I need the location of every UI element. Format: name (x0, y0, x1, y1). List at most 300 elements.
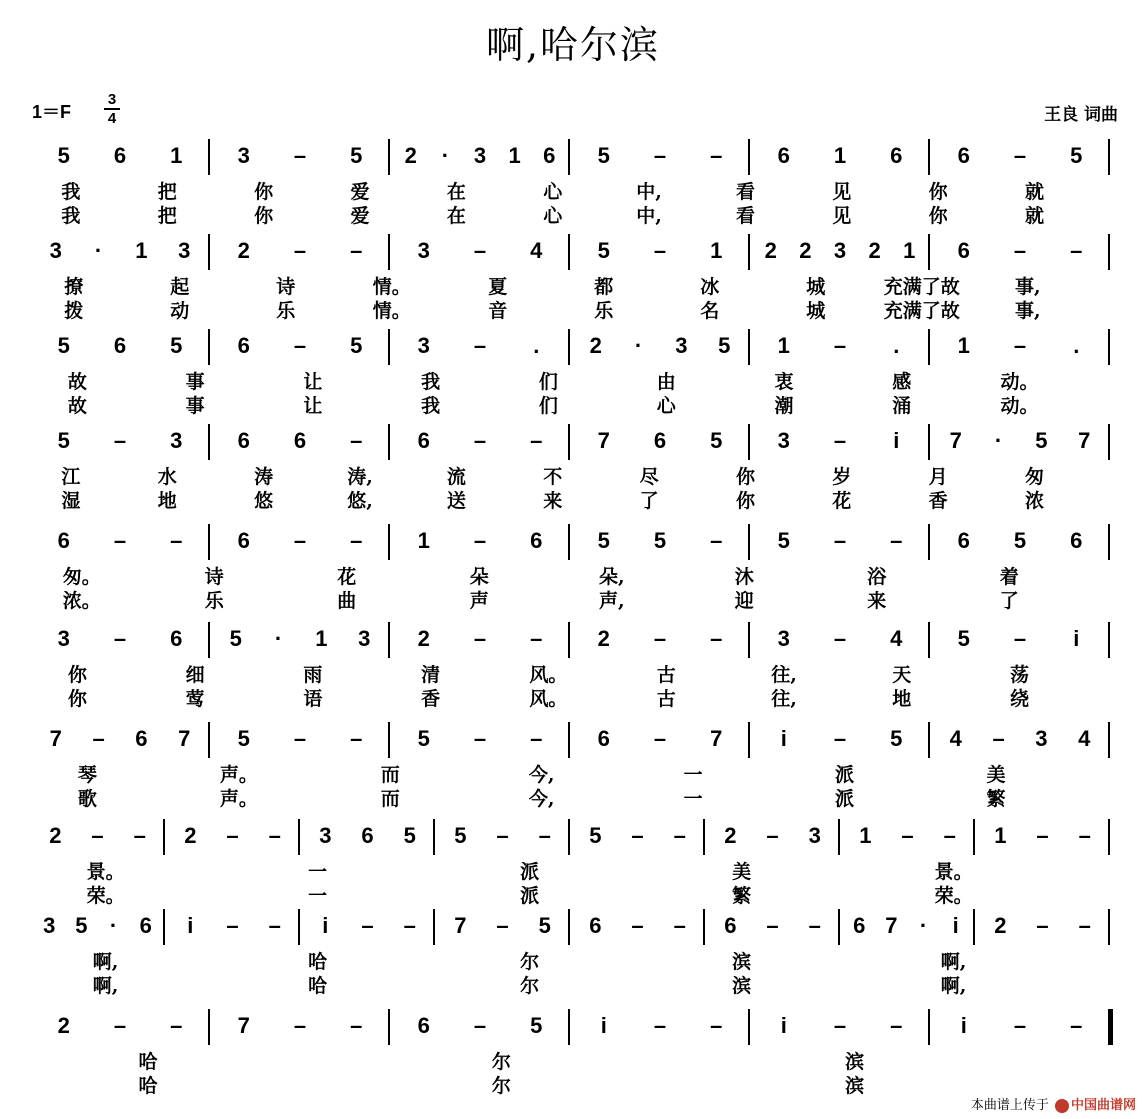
note: – (833, 333, 847, 358)
key-signature: 1＝F (32, 102, 72, 122)
lyric-syllable: 名 (700, 300, 720, 322)
lyric-syllable: 水 (157, 466, 177, 488)
lyric-syllable: 我 (421, 395, 441, 417)
lyric-syllable: 而 (380, 764, 400, 786)
barline (568, 1009, 570, 1045)
barline (568, 524, 570, 560)
lyric-syllable: 风。 (529, 688, 568, 710)
note: 6 (113, 143, 127, 168)
lyric-line-1 (30, 462, 1115, 486)
lyric-syllable: 情。 (372, 276, 411, 298)
lyric-syllable: 让 (303, 395, 323, 417)
lyric-syllable: 让 (303, 371, 323, 393)
barline (1108, 622, 1110, 658)
lyric-syllable: 你 (928, 181, 948, 203)
note: . (533, 333, 540, 358)
note: – (170, 1013, 183, 1038)
footer-site: 中国曲谱网 (1070, 1098, 1136, 1113)
note: – (473, 1013, 487, 1038)
note: 6 (113, 333, 127, 358)
lyric-syllable: 语 (303, 688, 323, 710)
barline (208, 524, 210, 560)
note: – (473, 726, 487, 751)
note: 3 (417, 238, 430, 263)
lyric-line-1 (30, 177, 1115, 201)
barline (433, 909, 435, 945)
note: 3 (43, 913, 56, 938)
barline (928, 524, 930, 560)
lyric-syllable: 花 (832, 490, 852, 512)
lyric-syllable: 尔 (491, 1075, 511, 1097)
lyric-syllable: 流 (446, 466, 466, 488)
note: – (113, 626, 127, 651)
note: – (473, 428, 487, 453)
lyric-syllable: 匆。 (62, 566, 101, 588)
lyric-syllable: 今, (528, 788, 555, 810)
lyric-syllable: 啊, (940, 975, 967, 997)
note: 6 (361, 823, 374, 848)
note: 3 (49, 238, 62, 263)
lyric-syllable: 见 (832, 205, 852, 227)
note: – (1013, 238, 1027, 263)
note: – (473, 528, 487, 553)
lyric-syllable: 迎 (734, 590, 754, 612)
footer-prefix: 本曲谱上传于 (970, 1098, 1049, 1113)
lyric-syllable: 事 (185, 395, 205, 417)
lyric-syllable: 心 (543, 205, 563, 227)
barline (928, 329, 930, 365)
note: 1 (833, 143, 847, 168)
lyric-syllable: 尔 (520, 951, 540, 973)
note: 2 (764, 238, 777, 263)
note: – (538, 823, 551, 848)
lyric-line-1 (30, 857, 1115, 881)
note: 1 (994, 823, 1007, 848)
barline (208, 329, 210, 365)
note: 2 (237, 238, 250, 263)
lyric-syllable: 清 (421, 664, 441, 686)
lyric-syllable: 景。 (934, 861, 973, 883)
lyric-syllable: 故 (67, 395, 87, 417)
note: – (943, 823, 956, 848)
note: 5 (653, 528, 667, 553)
lyric-syllable: 天 (892, 664, 912, 686)
lyric-syllable: 潮 (774, 395, 794, 417)
lyric-line-2 (30, 486, 1115, 510)
note: – (1036, 913, 1049, 938)
lyric-line-1 (30, 272, 1115, 296)
note: 1 (859, 823, 872, 848)
note: 5 (718, 333, 731, 358)
lyric-syllable: 尔 (491, 1051, 511, 1073)
lyric-syllable: 哈 (308, 975, 328, 997)
barline (298, 819, 300, 855)
lyric-syllable: 动。 (1000, 395, 1039, 417)
barline (928, 622, 930, 658)
barline (748, 1009, 750, 1045)
lyric-syllable: 雨 (303, 664, 323, 686)
lyric-syllable: 浓。 (62, 590, 101, 612)
note: 7 (710, 726, 723, 751)
note: 5 (890, 726, 903, 751)
lyric-syllable: 我 (421, 371, 441, 393)
note: – (653, 238, 667, 263)
note: 3 (57, 626, 70, 651)
note: 2 (799, 238, 812, 263)
note: 2 (57, 1013, 70, 1038)
note: · (994, 428, 1003, 453)
note: 3 (473, 143, 487, 168)
notes-row (30, 325, 1115, 365)
note: 3 (1035, 726, 1048, 751)
note: 4 (1078, 726, 1091, 751)
note: – (710, 626, 723, 651)
note: – (113, 528, 127, 553)
note: 5 (57, 143, 70, 168)
barline (1108, 1009, 1113, 1045)
note: – (766, 913, 779, 938)
note: 5 (229, 626, 242, 651)
note: · (919, 913, 928, 938)
note: – (226, 913, 239, 938)
lyric-syllable: 沐 (734, 566, 754, 588)
note: 7 (949, 428, 962, 453)
note: 6 (135, 726, 148, 751)
lyric-line-1 (30, 367, 1115, 391)
note: 3 (170, 428, 183, 453)
note: 3 (777, 428, 790, 453)
lyric-syllable: 着 (999, 566, 1019, 588)
lyric-syllable: 江 (61, 466, 81, 488)
note: 6 (237, 528, 250, 553)
lyric-syllable: 尽 (639, 466, 659, 488)
lyric-syllable: 香 (421, 688, 441, 710)
note: – (631, 913, 644, 938)
lyric-syllable: 而 (380, 788, 400, 810)
barline (748, 139, 750, 175)
note: – (92, 726, 105, 751)
lyric-syllable: 来 (543, 490, 563, 512)
note: – (1013, 143, 1027, 168)
note: 6 (957, 528, 970, 553)
lyric-syllable: 充满了故 (883, 300, 960, 322)
lyric-syllable: 中, (636, 205, 662, 227)
lyric-syllable: 绕 (1010, 688, 1030, 710)
lyric-syllable: 一 (683, 764, 703, 786)
note: – (293, 1013, 307, 1038)
barline (1108, 722, 1110, 758)
lyric-syllable: 花 (337, 566, 357, 588)
lyric-syllable: 了 (999, 590, 1019, 612)
note: 7 (885, 913, 898, 938)
note: – (293, 528, 307, 553)
lyric-syllable: 事, (1014, 300, 1041, 322)
notes-row (30, 230, 1115, 270)
barline (703, 819, 705, 855)
lyric-syllable: 诗 (204, 566, 224, 588)
lyric-line-1 (30, 660, 1115, 684)
note: 6 (530, 528, 543, 553)
barline (388, 1009, 390, 1045)
lyric-syllable: 感 (892, 371, 912, 393)
note: 5 (57, 428, 70, 453)
lyric-syllable: 尔 (520, 975, 540, 997)
note: – (293, 333, 307, 358)
lyric-syllable: 事 (185, 371, 205, 393)
note: 4 (890, 626, 903, 651)
note: – (350, 428, 363, 453)
lyric-syllable: 往, (771, 664, 797, 686)
barline (388, 424, 390, 460)
barline (1108, 819, 1110, 855)
barline (928, 1009, 930, 1045)
lyric-syllable: 就 (1025, 181, 1045, 203)
note: – (653, 1013, 667, 1038)
lyric-line-2 (30, 971, 1115, 995)
note: – (653, 626, 667, 651)
note: 6 (653, 428, 667, 453)
note: 6 (417, 1013, 430, 1038)
lyric-line-1 (30, 1047, 1115, 1071)
lyric-syllable: 在 (446, 181, 466, 203)
note: 6 (237, 428, 250, 453)
note: – (710, 1013, 723, 1038)
note: 5 (454, 823, 467, 848)
lyric-syllable: 匆 (1025, 466, 1045, 488)
note: 1 (170, 143, 183, 168)
note: 5 (1013, 528, 1027, 553)
note: i (952, 913, 959, 938)
barline (748, 524, 750, 560)
note: – (653, 143, 667, 168)
note: – (496, 913, 509, 938)
note: 5 (350, 143, 363, 168)
note: · (441, 143, 450, 168)
note: – (1070, 1013, 1083, 1038)
barline (928, 139, 930, 175)
barline (208, 424, 210, 460)
lyric-syllable: 不 (543, 466, 563, 488)
note: · (634, 333, 643, 358)
note: . (893, 333, 900, 358)
lyric-syllable: 滨 (732, 975, 752, 997)
note: 3 (319, 823, 332, 848)
lyric-syllable: 见 (832, 181, 852, 203)
lyric-syllable: 我 (61, 181, 81, 203)
lyric-line-1 (30, 760, 1115, 784)
notes-row (30, 618, 1115, 658)
lyric-syllable: 啊, (940, 951, 967, 973)
note: 6 (417, 428, 430, 453)
lyric-syllable: 你 (254, 205, 274, 227)
barline (388, 139, 390, 175)
barline (1108, 139, 1110, 175)
note: – (496, 823, 509, 848)
note: 7 (237, 1013, 250, 1038)
barline (208, 139, 210, 175)
lyric-syllable: 们 (538, 395, 558, 417)
note: 5 (1035, 428, 1048, 453)
lyric-syllable: 充满了故 (883, 276, 960, 298)
barline (748, 329, 750, 365)
author-credit: 王良 词曲 (1044, 105, 1118, 125)
barline (388, 722, 390, 758)
lyric-syllable: 香 (928, 490, 948, 512)
lyric-syllable: 声 (469, 590, 489, 612)
note: 2 (404, 143, 417, 168)
lyric-syllable: 送 (446, 490, 466, 512)
notes-row (30, 520, 1115, 560)
barline (388, 622, 390, 658)
lyric-syllable: 曲 (337, 590, 357, 612)
lyric-syllable: 起 (170, 276, 190, 298)
note: – (113, 1013, 127, 1038)
lyric-syllable: 冰 (700, 276, 720, 298)
note: 5 (957, 626, 970, 651)
note: 1 (903, 238, 916, 263)
lyric-syllable: 风。 (529, 664, 568, 686)
note: i (960, 1013, 967, 1038)
note: 6 (57, 528, 70, 553)
note: – (350, 528, 363, 553)
lyric-syllable: 我 (61, 205, 81, 227)
notes-row (30, 135, 1115, 175)
note: – (350, 1013, 363, 1038)
lyric-syllable: 你 (928, 205, 948, 227)
note: – (808, 913, 821, 938)
note: 7 (597, 428, 610, 453)
lyric-line-2 (30, 881, 1115, 905)
note: – (361, 913, 374, 938)
note: – (1013, 626, 1027, 651)
note: 5 (403, 823, 416, 848)
note: 2 (724, 823, 737, 848)
lyric-syllable: 心 (543, 181, 563, 203)
barline (568, 139, 570, 175)
note: 7 (1078, 428, 1091, 453)
lyric-syllable: 地 (892, 688, 912, 710)
lyric-syllable: 滨 (845, 1075, 865, 1097)
note: 2 (994, 913, 1007, 938)
note: 2 (868, 238, 881, 263)
lyric-syllable: 衷 (774, 371, 794, 393)
note: i (600, 1013, 607, 1038)
barline (568, 424, 570, 460)
lyric-syllable: 美 (732, 861, 752, 883)
barline (1108, 909, 1110, 945)
lyric-syllable: 你 (254, 181, 274, 203)
note: 6 (724, 913, 737, 938)
note: – (226, 823, 239, 848)
note: 5 (237, 726, 250, 751)
lyric-syllable: 一 (683, 788, 703, 810)
time-signature (104, 92, 120, 126)
note: 1 (777, 333, 790, 358)
lyric-syllable: 中, (636, 181, 662, 203)
lyric-syllable: 心 (656, 395, 676, 417)
lyric-syllable: 荣。 (86, 885, 125, 907)
note: 6 (957, 143, 970, 168)
barline (1108, 524, 1110, 560)
note: – (710, 143, 723, 168)
lyric-syllable: 一 (308, 861, 328, 883)
lyric-syllable: 哈 (308, 951, 328, 973)
note: – (473, 238, 487, 263)
lyric-syllable: 景。 (86, 861, 125, 883)
lyric-syllable: 往, (771, 688, 797, 710)
barline (928, 722, 930, 758)
lyric-syllable: 把 (157, 181, 177, 203)
barline (928, 234, 930, 270)
barline (568, 329, 570, 365)
lyric-line-2 (30, 296, 1115, 320)
lyric-syllable: 城 (806, 276, 826, 298)
lyric-syllable: 岁 (832, 466, 852, 488)
note: – (653, 726, 667, 751)
lyric-syllable: 城 (806, 300, 826, 322)
note: 4 (530, 238, 543, 263)
note: 6 (853, 913, 866, 938)
note: 6 (597, 726, 610, 751)
barline (163, 909, 165, 945)
note: 5 (170, 333, 183, 358)
note: – (293, 143, 307, 168)
lyric-syllable: 哈 (138, 1051, 158, 1073)
barline (568, 234, 570, 270)
note: – (673, 913, 686, 938)
barline (838, 819, 840, 855)
lyric-syllable: 派 (835, 788, 855, 810)
lyric-line-1 (30, 947, 1115, 971)
note: 4 (949, 726, 962, 751)
note: 3 (833, 238, 847, 263)
note: – (293, 238, 307, 263)
note: – (890, 528, 903, 553)
note: – (268, 913, 281, 938)
lyric-syllable: 歌 (77, 788, 97, 810)
note: – (673, 823, 686, 848)
lyric-syllable: 古 (656, 664, 676, 686)
note: 3 (358, 626, 371, 651)
note: – (833, 626, 847, 651)
lyric-syllable: 滨 (732, 951, 752, 973)
note: – (350, 726, 363, 751)
note: – (1036, 823, 1049, 848)
lyric-syllable: 把 (157, 205, 177, 227)
note: 6 (139, 913, 152, 938)
note: – (530, 428, 543, 453)
barline (703, 909, 705, 945)
lyric-syllable: 悠 (254, 490, 274, 512)
note: i (322, 913, 329, 938)
lyric-syllable: 爱 (350, 181, 370, 203)
lyric-syllable: 由 (656, 371, 676, 393)
lyric-syllable: 看 (735, 181, 755, 203)
note: 5 (530, 1013, 543, 1038)
barline (388, 329, 390, 365)
note: – (631, 823, 644, 848)
lyric-syllable: 涛 (254, 466, 274, 488)
barline (388, 524, 390, 560)
note: – (1070, 238, 1083, 263)
note: i (780, 726, 787, 751)
lyric-line-2 (30, 391, 1115, 415)
note: 1 (508, 143, 521, 168)
site-logo-icon (1055, 1099, 1069, 1113)
note: 3 (417, 333, 430, 358)
note: – (403, 913, 416, 938)
lyric-syllable: 繁 (986, 788, 1006, 810)
